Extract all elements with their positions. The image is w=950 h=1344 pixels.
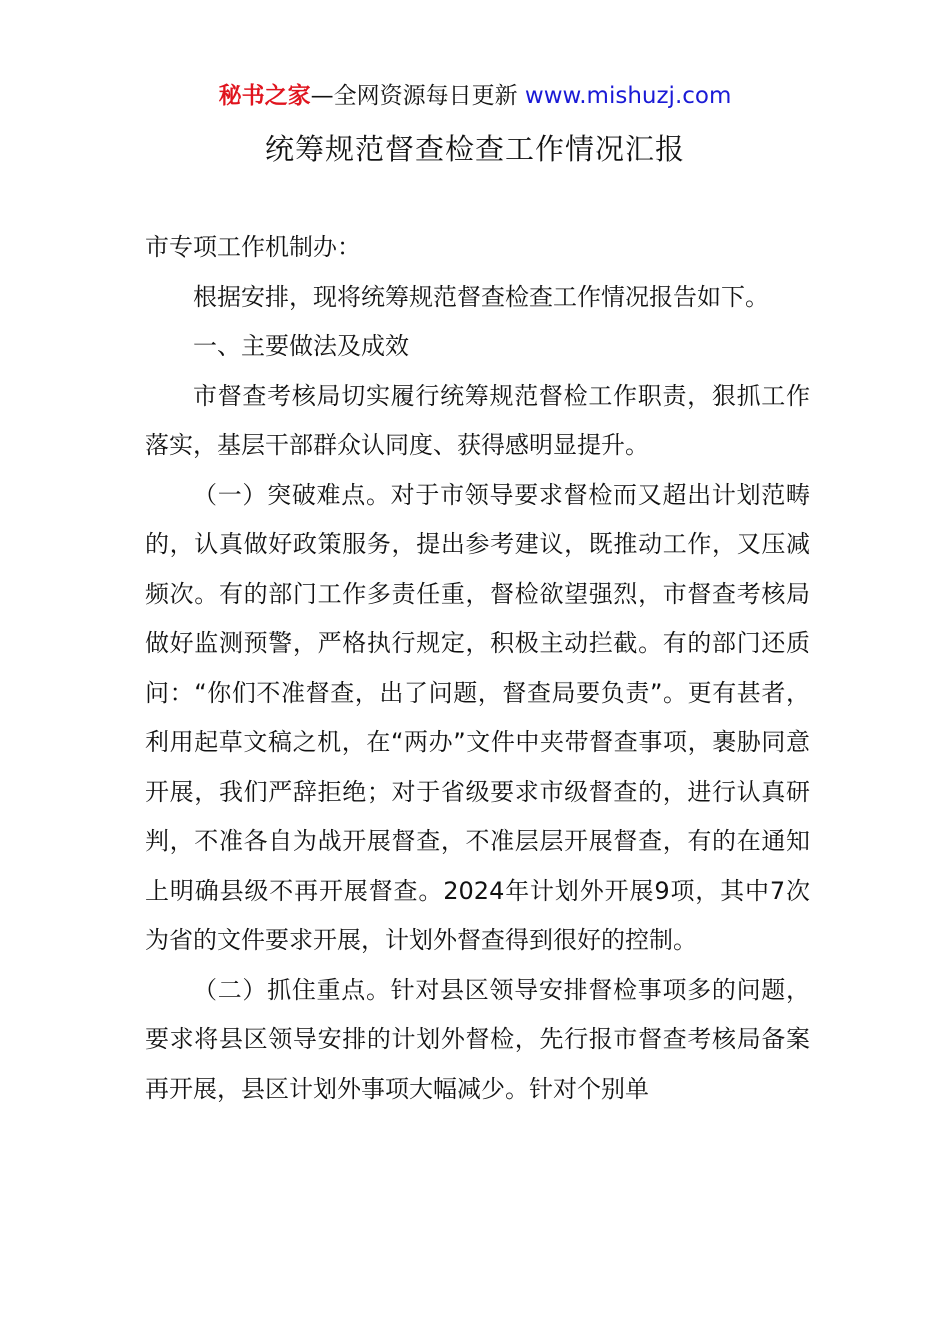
- paragraph-intro: 根据安排，现将统筹规范督查检查工作情况报告如下。: [193, 282, 769, 311]
- paragraph-focus: （二）抓住重点。针对县区领导安排督检事项多的问题，要求将县区领导安排的计划外督检，先行报市督查考核局备案再开展，县区计划外事项大幅减少。针对个别单: [145, 975, 810, 1103]
- salutation: 市专项工作机制办：: [145, 233, 361, 261]
- document-body: [145, 223, 810, 1114]
- section-heading: 一、主要做法及成效: [193, 332, 409, 360]
- site-url-link[interactable]: www.mishuzj.com: [524, 83, 732, 109]
- paragraph-breakthrough: （一）突破难点。对于市领导要求督检而又超出计划范畴的，认真做好政策服务，提出参考建议，既推动工作，又压减频次。有的部门工作多责任重，督检欲望强烈，市督查考核局做好监测预警，严格执行规定，积极主动拦截。有的部门还质问：“你们不准督查，出了问题，督查局要负责”。更有甚者，利用起草文稿之机，在“两办”文件中夹带督查事项，裹胁同意开展，我们严辞拒绝；对于省级要求市级督查的，进行认真研判，不准各自为战开展督查，不准层层开展督查，有的在通知上明确县级不再开展督查。2024年计划外开展9项，其中7次为省的文件要求开展，计划外督查得到很好的控制。: [145, 480, 810, 954]
- paragraph-summary: 市督查考核局切实履行统筹规范督检工作职责，狠抓工作落实，基层干部群众认同度、获得感明显提升。: [145, 381, 810, 459]
- site-slogan: —全网资源每日更新: [310, 83, 525, 109]
- document-title: 统筹规范督查检查工作情况汇报: [264, 132, 685, 166]
- site-banner: [0, 80, 950, 112]
- site-brand: 秘书之家: [218, 83, 311, 109]
